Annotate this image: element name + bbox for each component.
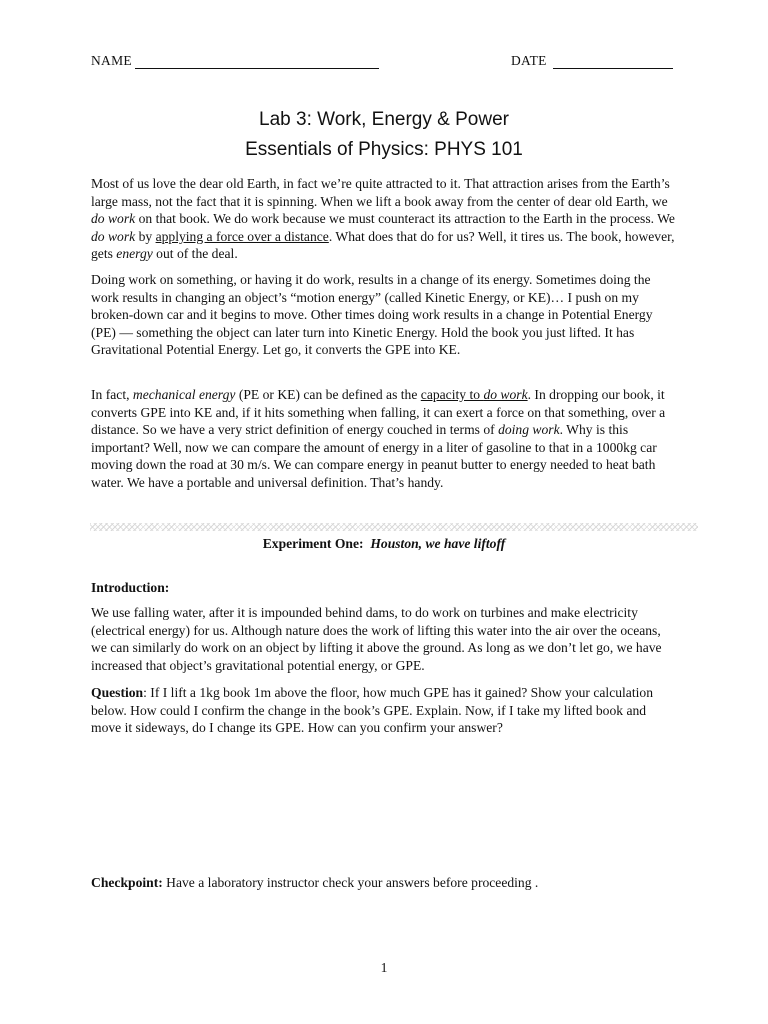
italic-term: do work — [91, 211, 136, 227]
underlined-term: applying a force over a distance — [155, 228, 329, 244]
paragraph-energy-change — [91, 271, 677, 359]
question-label: Question — [91, 685, 144, 700]
checkpoint-label: Checkpoint: — [91, 875, 163, 890]
checkpoint-text: Have a laboratory instructor check your answers before proceeding . — [162, 875, 539, 890]
paragraph-text: Doing work on something, or having it do work, results in a change of its energy. Sometimes doing the work results in changing an object’s “motion energy” (called Kinetic Energy, or KE)… I push on my broken-down car and it begins to move. Other times doing work results in a change in Potential Energy (PE) — something the object can later turn into Kinetic Energy. Hold the book you just lifted. It has Gravitational Potential Energy. Let go, it converts the GPE into KE. — [91, 272, 653, 358]
course-title: Essentials of Physics: PHYS 101 — [245, 139, 523, 160]
italic-term: energy — [116, 246, 153, 262]
paragraph-text: We use falling water, after it is impounded behind dams, to do work on turbines and make electricity (electrical energy) for us. Although nature does the work of lifting this water into the air over the oceans, we can similarly do work on an object by lifting it above the ground. As long as we don’t let go, we have increased that object’s gravitational potential energy, or GPE. — [91, 605, 662, 673]
name-label: NAME — [91, 53, 132, 68]
question-text: : If I lift a 1kg book 1m above the floor, how much GPE has it gained? Show your calculation below. How could I confirm the change in the book’s GPE. Explain. Now, if I take my lifted book and move it sideways, do I change its GPE. How can you confirm your answer? — [91, 685, 653, 736]
paragraph-work-intro — [91, 175, 677, 263]
text-run: . What does that do for us? Well, it tires us. The book, however, gets — [91, 228, 675, 262]
paragraph-introduction — [91, 604, 677, 674]
experiment-subtitle: Houston, we have liftoff — [370, 536, 506, 551]
text-run: capacity to — [420, 387, 484, 402]
experiment-label: Experiment One: — [262, 536, 364, 551]
text-run: Most of us love the dear old Earth, in fact we’re quite attracted to it. That attraction arises from the Earth’s large mass, not the fact that it is spinning. When we lift a book away from the center of dear old Earth, we — [91, 176, 670, 209]
text-run: . Why is this important? Well, now we can compare the amount of energy in a liter of gasoline to that in a 1000kg car moving down the road at 30 m/s. We can compare energy in peanut butter to energy needed to heat bath water. We have a portable and universal definition. That’s handy. — [91, 422, 657, 490]
header-fields — [91, 53, 673, 73]
italic-term: do work — [483, 387, 528, 402]
page-number: 1 — [380, 960, 388, 975]
paragraph-mechanical-energy — [91, 386, 677, 492]
date-blank-line — [553, 68, 673, 69]
checkpoint-note — [91, 875, 538, 891]
italic-term: mechanical energy — [132, 387, 236, 402]
name-blank-line — [135, 68, 379, 69]
introduction-heading: Introduction: — [91, 580, 170, 595]
experiment-heading — [0, 536, 768, 552]
question-block — [91, 684, 677, 737]
underlined-term — [421, 387, 528, 402]
date-label: DATE — [511, 53, 547, 68]
text-run: (PE or KE) can be defined as the — [235, 387, 421, 402]
text-run: . In dropping our book, it converts GPE into KE and, if it hits something when falling, it can exert a force on that something, over a distance. So we have a very strict definition of energy couched in terms of — [91, 387, 666, 438]
text-run: by — [135, 228, 156, 244]
section-divider — [90, 523, 698, 531]
italic-term: doing work — [498, 422, 560, 438]
text-run: on that book. We do work because we must counteract its attraction to the Earth in the process. We — [135, 211, 675, 227]
text-run: In fact, — [91, 387, 133, 402]
text-run: out of the deal. — [152, 246, 238, 262]
lab-title: Lab 3: Work, Energy & Power — [259, 109, 509, 130]
italic-term: do work — [91, 228, 136, 244]
